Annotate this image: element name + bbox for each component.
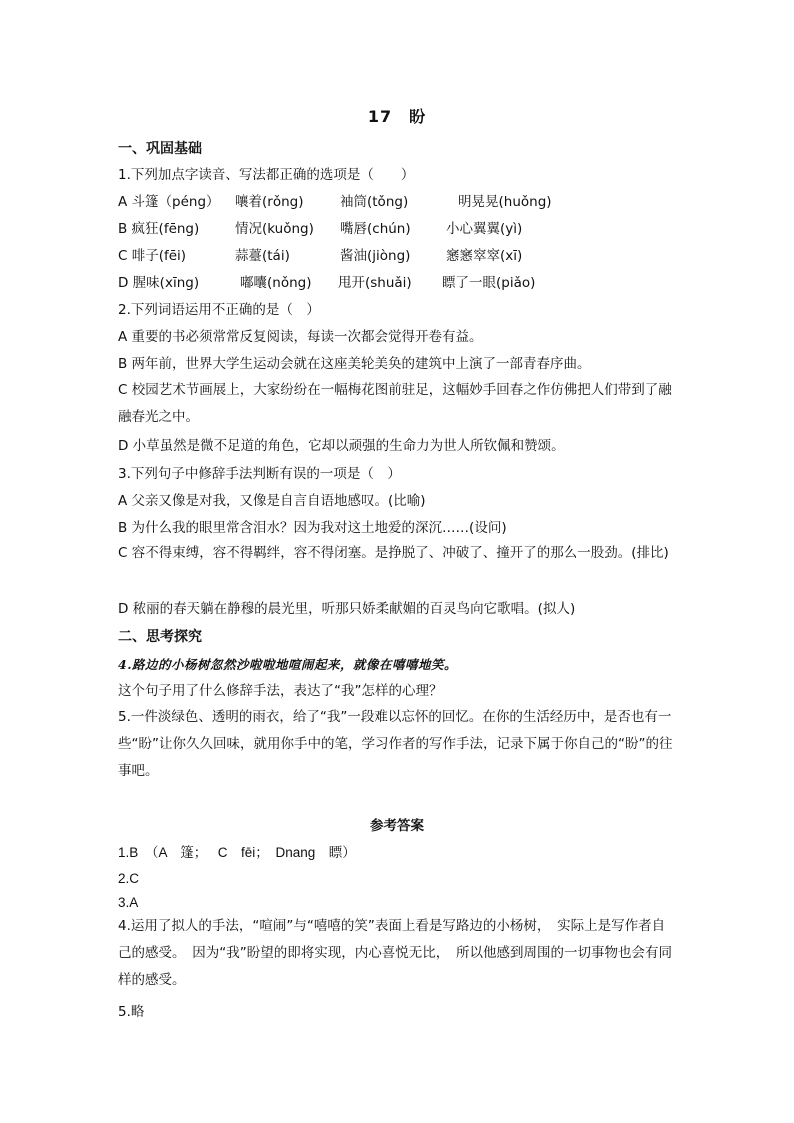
answer-2: 2.C <box>118 871 140 886</box>
q2-option-d: D 小草虽然是微不足道的角色，它却以顽强的生命力为世人所钦佩和赞颂。 <box>118 438 565 454</box>
q2-stem: 2.下列词语运用不正确的是（ ） <box>118 302 320 318</box>
q1-option-a-item: 袖筒(tǒng) <box>340 194 409 210</box>
answer-4: 4.运用了拟人的手法，“喧闹”与“嘻嘻的笑”表面上看是写路边的小杨树， 实际上是写作者自己的感受。 因为“我”盼望的即将实现，内心喜悦无比， 所以他感到周围的一切事物也会有同样的感受。 <box>118 918 672 988</box>
q3-option-d: D 秾丽的春天躺在静穆的晨光里，听那只娇柔献媚的百灵鸟向它歌唱。(拟人) <box>118 601 576 617</box>
q2-option-c: C 校园艺术节画展上，大家纷纷在一幅梅花图前驻足，这幅妙手回春之作仿佛把人们带到了融融春光之中。 <box>118 382 672 425</box>
q1-option-a-item: 明晃晃(huǒng) <box>458 194 552 210</box>
q1-option-a-item: 嚷着(rǒng) <box>235 194 304 210</box>
q1-option-d-item: D 腥味(xīng) <box>118 275 200 291</box>
q1-option-c-item: 窸窸窣窣(xī) <box>446 248 523 264</box>
q3-stem: 3.下列句子中修辞手法判断有误的一项是（ ） <box>118 466 401 482</box>
q3-option-c: C 容不得束缚，容不得羁绊，容不得闭塞。是挣脱了、冲破了、撞开了的那么一股劲。(排比) <box>118 545 669 561</box>
q3-option-a: A 父亲又像是对我，又像是自言自语地感叹。(比喻) <box>118 493 426 509</box>
answer-1: 1.B （A 篷； C fēi； Dnang 瞟） <box>118 845 356 860</box>
q1-option-d-item: 嘟囔(nǒng) <box>240 275 312 291</box>
q1-option-b-item: 小心翼翼(yì) <box>446 221 523 237</box>
q2-option-b: B 两年前，世界大学生运动会就在这座美轮美奂的建筑中上演了一部青春序曲。 <box>118 356 591 372</box>
q4-question: 这个句子用了什么修辞手法，表达了“我”怎样的心理？ <box>118 683 443 699</box>
section-heading-basics: 一、巩固基础 <box>118 141 202 157</box>
q4-quote: 4.路边的小杨树忽然沙啦啦地喧闹起来，就像在嘻嘻地笑。 <box>118 657 458 672</box>
q1-option-c-item: 酱油(jiòng) <box>340 248 411 264</box>
answer-3: 3.A <box>118 895 139 910</box>
answer-5: 5.略 <box>118 1004 145 1020</box>
q1-option-c-item: 蒜薹(tái) <box>235 248 290 264</box>
section-heading-thinking: 二、思考探究 <box>118 629 202 645</box>
q1-option-b-item: 情况(kuǒng) <box>235 221 314 237</box>
q1-option-b-item: B 疯狂(fēng) <box>118 221 200 237</box>
page-title: 17 盼 <box>367 107 427 126</box>
q1-option-d-item: 瞟了一眼(piǎo) <box>442 275 536 291</box>
q1-option-a-item: A 斗篷（péng） <box>118 194 220 210</box>
q2-option-a: A 重要的书必须常常反复阅读，每读一次都会觉得开卷有益。 <box>118 329 483 345</box>
answers-heading: 参考答案 <box>370 818 424 834</box>
q1-option-d-item: 甩开(shuǎi) <box>338 275 412 291</box>
q5-prompt: 5.一件淡绿色、透明的雨衣，给了“我”一段难以忘怀的回忆。在你的生活经历中，是否也有一些“盼”让你久久回味，就用你手中的笔，学习作者的写作手法，记录下属于你自己的“盼”的往事吧。 <box>118 709 673 779</box>
q1-stem: 1.下列加点字读音、写法都正确的选项是（ ） <box>118 167 415 183</box>
q1-option-c-item: C 啡子(fēi) <box>118 248 187 264</box>
q1-option-b-item: 嘴唇(chún) <box>340 221 411 237</box>
q3-option-b: B 为什么我的眼里常含泪水？因为我对这土地爱的深沉……(设问) <box>118 520 507 536</box>
